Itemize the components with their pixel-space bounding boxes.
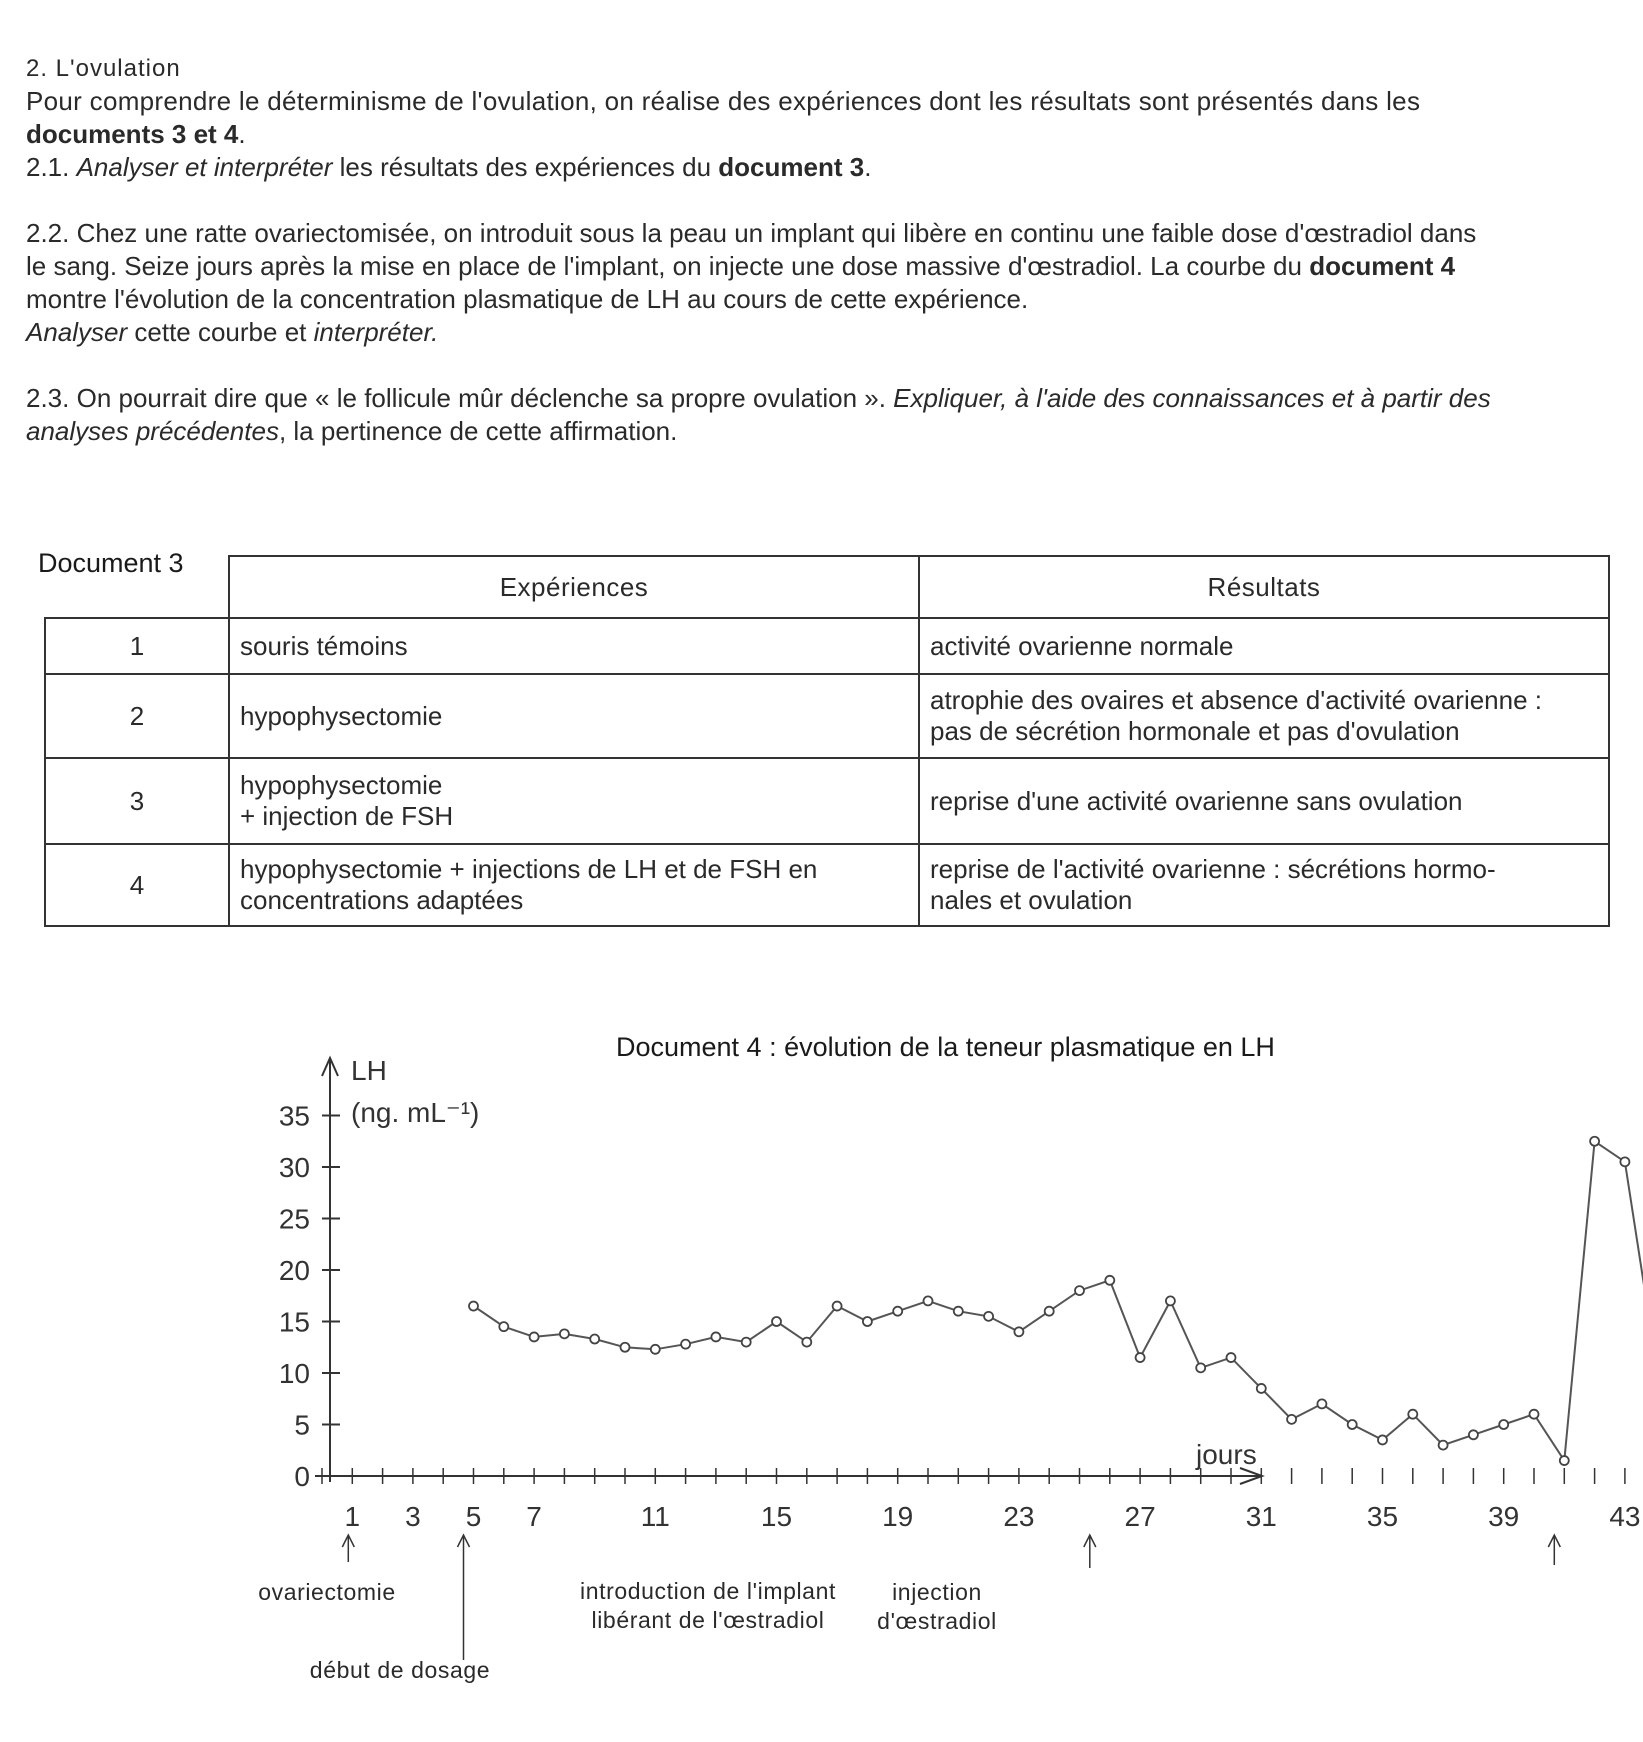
data-point bbox=[833, 1302, 842, 1311]
data-point bbox=[1590, 1137, 1599, 1146]
data-point bbox=[1166, 1296, 1175, 1305]
result-cell: reprise de l'activité ovarienne : sécrétions hormo- nales et ovulation bbox=[919, 844, 1609, 926]
table-row bbox=[45, 844, 1609, 926]
x-tick-label: 23 bbox=[1003, 1501, 1035, 1532]
data-point bbox=[651, 1345, 660, 1354]
question-2-3-line2: analyses précédentes, la pertinence de cette affirmation. bbox=[26, 416, 678, 446]
y-tick-label: 25 bbox=[278, 1203, 310, 1235]
data-point bbox=[1136, 1353, 1145, 1362]
y-tick-label: 10 bbox=[278, 1358, 310, 1389]
table-corner bbox=[45, 556, 229, 618]
data-point bbox=[863, 1317, 872, 1326]
chart-series bbox=[469, 1137, 1643, 1465]
data-point bbox=[1075, 1286, 1084, 1295]
result-cell: atrophie des ovaires et absence d'activité ovarienne : pas de sécrétion hormonale et pas d'ovulation bbox=[919, 674, 1609, 758]
row-number: 1 bbox=[45, 618, 229, 674]
data-point bbox=[954, 1307, 963, 1316]
data-point bbox=[1045, 1307, 1054, 1316]
data-point bbox=[1439, 1441, 1448, 1450]
experience-cell: souris témoins bbox=[229, 618, 919, 674]
question-2-2-line2: le sang. Seize jours après la mise en place de l'implant, on injecte une dose massive d'œstradiol. La courbe du document 4 bbox=[26, 251, 1456, 281]
table-header-row bbox=[45, 556, 1609, 618]
row-number: 4 bbox=[45, 844, 229, 926]
data-point bbox=[1469, 1430, 1478, 1439]
data-point bbox=[802, 1338, 811, 1347]
data-point bbox=[1257, 1384, 1266, 1393]
data-point bbox=[1530, 1410, 1539, 1419]
exercise-text bbox=[26, 52, 1626, 448]
x-tick-label: 39 bbox=[1488, 1501, 1520, 1532]
data-point bbox=[742, 1338, 751, 1347]
data-point bbox=[1287, 1415, 1296, 1424]
y-tick-label: 5 bbox=[294, 1409, 310, 1441]
intro-paragraph-line1: Pour comprendre le déterminisme de l'ovulation, on réalise des expériences dont les résultats sont présentés dans les bbox=[26, 86, 1421, 116]
question-2-1: 2.1. Analyser et interpréter les résultats des expériences du document 3. bbox=[26, 152, 872, 182]
data-point bbox=[560, 1329, 569, 1338]
data-point bbox=[711, 1332, 720, 1341]
data-point bbox=[1014, 1327, 1023, 1336]
data-point bbox=[1348, 1420, 1357, 1429]
table-row bbox=[45, 674, 1609, 758]
x-tick-label: 15 bbox=[760, 1501, 793, 1532]
x-axis-label: jours bbox=[1196, 1439, 1257, 1470]
annotation-implant-line1: introduction de l'implant bbox=[580, 1578, 836, 1604]
question-2-3-line1: 2.3. On pourrait dire que « le follicule mûr déclenche sa propre ovulation ». Expliquer, à l'aide des connaissances et à partir des bbox=[26, 383, 1491, 413]
table-row bbox=[45, 618, 1609, 674]
data-point bbox=[772, 1317, 781, 1326]
chart-title: Document 4 : évolution de la teneur plasmatique en LH bbox=[616, 1032, 1275, 1062]
question-2-2-line3: montre l'évolution de la concentration plasmatique de LH au cours de cette expérience. bbox=[26, 284, 1029, 314]
y-tick-label: 35 bbox=[278, 1100, 310, 1132]
table-row bbox=[45, 758, 1609, 844]
question-2-2-line4: Analyser cette courbe et interpréter. bbox=[26, 317, 439, 347]
x-tick-label: 35 bbox=[1366, 1501, 1399, 1532]
x-tick-label: 7 bbox=[526, 1501, 542, 1532]
x-tick-label: 1 bbox=[344, 1501, 361, 1532]
x-tick-label: 43 bbox=[1609, 1501, 1641, 1532]
annotation-implant-line2: libérant de l'œstradiol bbox=[591, 1607, 825, 1633]
y-tick-label: 0 bbox=[294, 1461, 310, 1492]
data-point bbox=[530, 1332, 539, 1341]
chart-ticks bbox=[279, 1101, 1643, 1533]
x-tick-label: 27 bbox=[1124, 1501, 1156, 1532]
data-point bbox=[621, 1343, 630, 1352]
data-point bbox=[1378, 1435, 1387, 1444]
data-point bbox=[1560, 1456, 1569, 1465]
question-2-2-line1: 2.2. Chez une ratte ovariectomisée, on introduit sous la peau un implant qui libère en continu une faible dose d'œstradiol dans bbox=[26, 218, 1477, 248]
annotation-ovariectomie: ovariectomie bbox=[258, 1579, 396, 1605]
data-point bbox=[1317, 1399, 1326, 1408]
data-point bbox=[469, 1302, 478, 1311]
x-tick-label: 3 bbox=[405, 1501, 421, 1532]
x-tick-label: 5 bbox=[465, 1501, 482, 1532]
data-point bbox=[1105, 1276, 1114, 1285]
data-point bbox=[590, 1335, 599, 1344]
annotation-injection-line1: injection bbox=[892, 1579, 982, 1605]
y-tick-label: 15 bbox=[278, 1306, 310, 1338]
annotation-injection-line2: d'œstradiol bbox=[877, 1608, 997, 1634]
x-tick-label: 31 bbox=[1245, 1501, 1277, 1532]
document-3-label: Document 3 bbox=[38, 548, 184, 578]
y-axis-unit: (ng. mL⁻¹) bbox=[351, 1097, 480, 1128]
result-cell: activité ovarienne normale bbox=[919, 618, 1609, 674]
y-axis-label: LH bbox=[351, 1055, 387, 1086]
chart-annotations bbox=[258, 1535, 1560, 1683]
data-point bbox=[499, 1322, 508, 1331]
experience-cell: hypophysectomie bbox=[229, 674, 919, 758]
experience-cell: hypophysectomie + injections de LH et de FSH en concentrations adaptées bbox=[229, 844, 919, 926]
annotation-debut-dosage: début de dosage bbox=[309, 1657, 491, 1683]
data-point bbox=[1408, 1410, 1417, 1419]
data-point bbox=[924, 1296, 933, 1305]
data-point bbox=[681, 1340, 690, 1349]
document-3-table bbox=[44, 555, 1610, 927]
y-tick-label: 20 bbox=[278, 1255, 310, 1286]
column-header-resultats: Résultats bbox=[919, 556, 1609, 618]
row-number: 3 bbox=[45, 758, 229, 844]
x-tick-label: 11 bbox=[640, 1501, 670, 1532]
data-point bbox=[1227, 1353, 1236, 1362]
chart-axes bbox=[315, 1055, 1262, 1484]
y-tick-label: 30 bbox=[278, 1152, 310, 1183]
data-point bbox=[984, 1312, 993, 1321]
intro-paragraph-line2: documents 3 et 4. bbox=[26, 119, 246, 149]
data-point bbox=[1620, 1157, 1629, 1166]
data-point bbox=[893, 1307, 902, 1316]
x-tick-label: 19 bbox=[882, 1501, 914, 1532]
section-heading: 2. L'ovulation bbox=[26, 55, 181, 82]
data-point bbox=[1499, 1420, 1508, 1429]
row-number: 2 bbox=[45, 674, 229, 758]
result-cell: reprise d'une activité ovarienne sans ovulation bbox=[919, 758, 1609, 844]
column-header-experiences: Expériences bbox=[229, 556, 919, 618]
lh-series-line bbox=[474, 1141, 1643, 1460]
data-point bbox=[1196, 1363, 1205, 1372]
experience-cell: hypophysectomie + injection de FSH bbox=[229, 758, 919, 844]
lh-chart bbox=[0, 1040, 1643, 1742]
